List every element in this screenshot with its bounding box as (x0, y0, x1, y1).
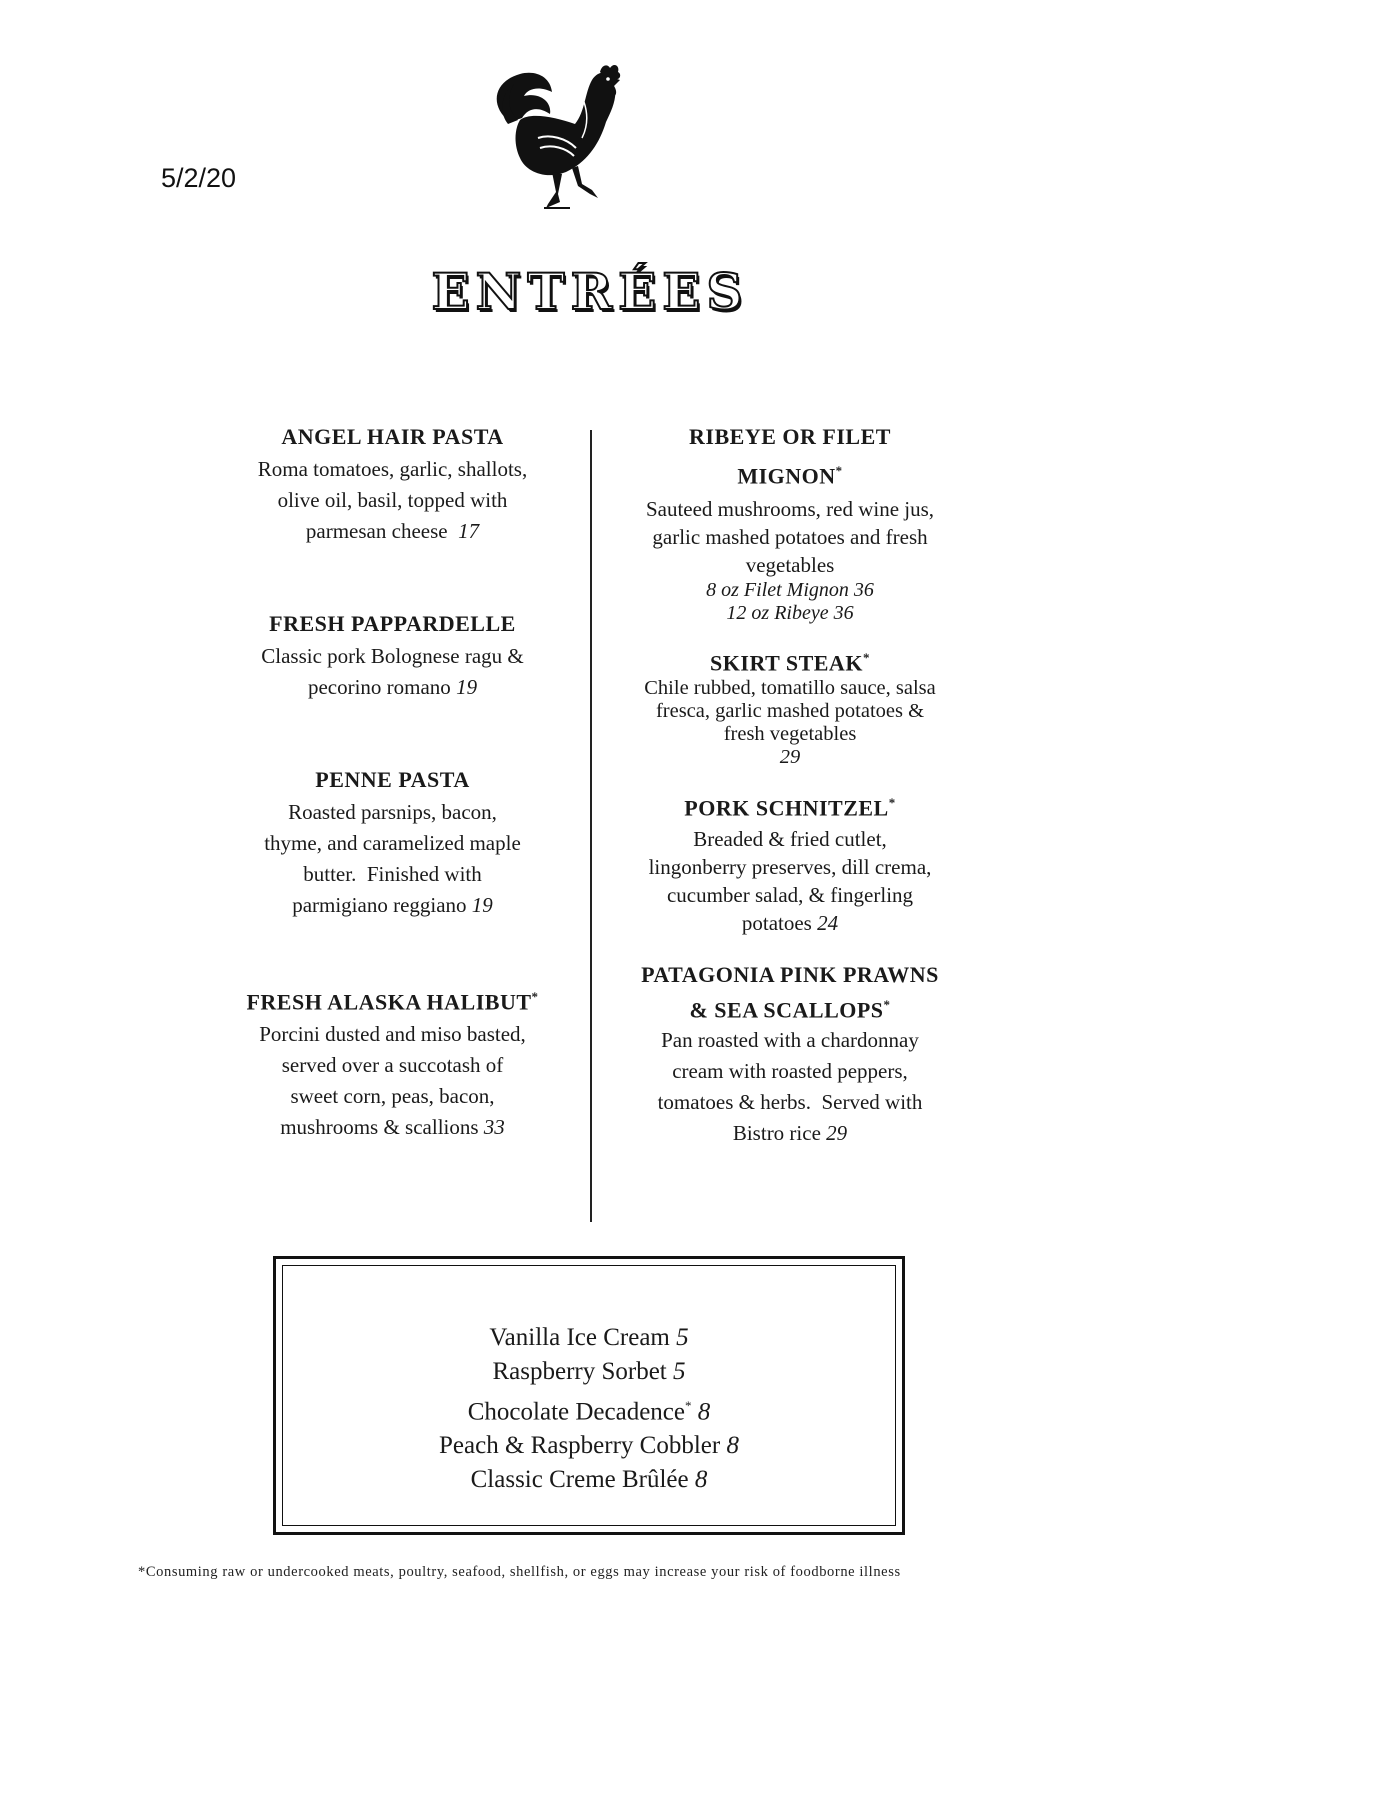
item-price: 29 (826, 1121, 848, 1146)
item-name: PENNE PASTA (315, 767, 470, 792)
item-price-options: 8 oz Filet Mignon 36 12 oz Ribeye 36 (706, 579, 874, 625)
dessert-item: Classic Creme Brûlée 8 (470, 1466, 708, 1494)
item-price: 29 (779, 746, 801, 769)
item-name: PORK SCHNITZEL* (684, 795, 896, 821)
menu-item (610, 644, 970, 769)
item-description: Roma tomatoes, garlic, shallots, olive oil, basil, topped with parmesan cheese 17 (257, 457, 528, 543)
item-description: Pan roasted with a chardonnay cream with roasted peppers, tomatoes & herbs. Served with Bistro rice 29 (657, 1028, 923, 1146)
item-name: FRESH ALASKA HALIBUT* (246, 989, 539, 1015)
menu-item (225, 607, 560, 703)
dessert-item: Peach & Raspberry Cobbler 8 (439, 1432, 739, 1460)
dessert-item: Chocolate Decadence* 8 (467, 1398, 711, 1426)
item-name: PATAGONIA PINK PRAWNS (641, 962, 939, 987)
menu-item (225, 420, 560, 547)
item-name: MIGNON* (737, 463, 843, 489)
item-name: & SEA SCALLOPS* (689, 997, 891, 1023)
dessert-list (276, 1321, 902, 1497)
item-name: ANGEL HAIR PASTA (281, 424, 504, 449)
item-description: Porcini dusted and miso basted, served over a succotash of sweet corn, peas, bacon, mushrooms & scallions 33 (259, 1022, 526, 1140)
item-description: Chile rubbed, tomatillo sauce, salsa fresca, garlic mashed potatoes & fresh vegetables 29 (610, 677, 970, 769)
dessert-box (273, 1256, 905, 1535)
right-menu-column (610, 420, 970, 1160)
food-safety-disclaimer: *Consuming raw or undercooked meats, poultry, seafood, shellfish, or eggs may increase your risk of foodborne illness (138, 1564, 901, 1580)
dessert-item: Vanilla Ice Cream 5 (489, 1324, 689, 1351)
item-name: FRESH PAPPARDELLE (269, 611, 516, 636)
item-description: Roasted parsnips, bacon, thyme, and caramelized maple butter. Finished with parmigiano reggiano 19 (264, 800, 521, 917)
menu-date: 5/2/20 (161, 163, 237, 193)
item-description: Sauteed mushrooms, red wine jus, garlic mashed potatoes and fresh vegetables (645, 497, 935, 578)
menu-item (225, 763, 560, 921)
menu-item (610, 420, 970, 625)
menu-item (225, 980, 560, 1143)
item-price: 17 (458, 519, 480, 543)
item-price: 19 (471, 893, 493, 917)
item-name: RIBEYE OR FILET (689, 424, 891, 449)
rooster-icon (480, 62, 635, 212)
menu-item (610, 960, 970, 1149)
item-description: Breaded & fried cutlet, lingonberry preserves, dill crema, cucumber salad, & fingerling potatoes 24 (648, 827, 932, 936)
item-price: 19 (456, 675, 478, 699)
dessert-item: Raspberry Sorbet 5 (492, 1358, 686, 1385)
item-price: 24 (817, 911, 839, 936)
menu-item (610, 786, 970, 937)
column-divider (590, 430, 592, 1222)
item-name: SKIRT STEAK* (710, 650, 870, 676)
item-price: 33 (483, 1115, 505, 1140)
menu-title: ENTRÉES (431, 262, 749, 321)
item-description: Classic pork Bolognese ragu & pecorino romano 19 (261, 644, 524, 699)
left-menu-column (225, 420, 560, 1140)
